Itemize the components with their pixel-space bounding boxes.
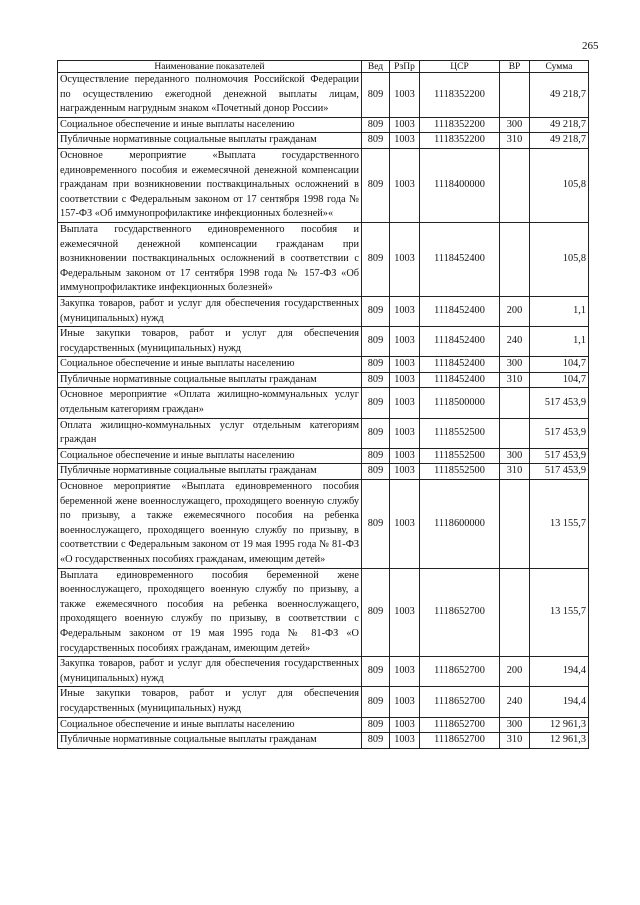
cell-sum: 13 155,7 xyxy=(530,480,589,569)
cell-csr: 1118552500 xyxy=(420,464,500,480)
table-row xyxy=(58,687,589,717)
table-row xyxy=(58,372,589,388)
cell-ved: 809 xyxy=(362,73,390,118)
cell-name: Публичные нормативные социальные выплаты гражданам xyxy=(58,133,362,149)
cell-name: Выплата единовременного пособия беременной жене военнослужащего, проходящего военную службу по призыву, а также ежемесячного пособия на ребенка военнослужащего, проходящего военную службу по призыву, в соответствии с Федеральным законом от 19 мая 1995 года № 81-ФЗ «О государственных пособиях гражданам, имеющим детей» xyxy=(58,568,362,657)
cell-csr: 1118452400 xyxy=(420,327,500,357)
cell-ved: 809 xyxy=(362,717,390,733)
cell-vr: 300 xyxy=(500,117,530,133)
header-ved: Вед xyxy=(362,61,390,73)
cell-rzpr: 1003 xyxy=(390,657,420,687)
cell-ved: 809 xyxy=(362,733,390,749)
cell-csr: 1118352200 xyxy=(420,117,500,133)
table-row xyxy=(58,480,589,569)
cell-vr xyxy=(500,388,530,418)
cell-ved: 809 xyxy=(362,448,390,464)
cell-rzpr: 1003 xyxy=(390,448,420,464)
cell-ved: 809 xyxy=(362,372,390,388)
header-rzpr: РзПр xyxy=(390,61,420,73)
cell-vr: 200 xyxy=(500,296,530,326)
cell-sum: 104,7 xyxy=(530,357,589,373)
header-csr: ЦСР xyxy=(420,61,500,73)
cell-csr: 1118500000 xyxy=(420,388,500,418)
cell-sum: 13 155,7 xyxy=(530,568,589,657)
table-row xyxy=(58,296,589,326)
cell-name: Закупка товаров, работ и услуг для обеспечения государственных (муниципальных) нужд xyxy=(58,657,362,687)
cell-name: Основное мероприятие «Выплата государственного единовременного пособия и ежемесячной денежной компенсации гражданам при возникновении поствакцинальных осложнений в соответствии с Федеральным законом от 17 сентября 1998 года № 157-ФЗ «Об иммунопрофилактике инфекционных болезней»« xyxy=(58,148,362,222)
cell-vr: 240 xyxy=(500,327,530,357)
cell-csr: 1118400000 xyxy=(420,148,500,222)
cell-ved: 809 xyxy=(362,327,390,357)
cell-ved: 809 xyxy=(362,148,390,222)
table-row xyxy=(58,733,589,749)
cell-rzpr: 1003 xyxy=(390,687,420,717)
cell-rzpr: 1003 xyxy=(390,73,420,118)
cell-sum: 517 453,9 xyxy=(530,464,589,480)
header-sum: Сумма xyxy=(530,61,589,73)
cell-vr: 310 xyxy=(500,372,530,388)
table-row xyxy=(58,388,589,418)
cell-sum: 49 218,7 xyxy=(530,133,589,149)
cell-vr xyxy=(500,222,530,296)
cell-name: Осуществление переданного полномочия Российской Федерации по осуществлению ежегодной денежной выплаты лицам, награжденным нагрудным знаком «Почетный донор России» xyxy=(58,73,362,118)
cell-csr: 1118352200 xyxy=(420,73,500,118)
cell-sum: 104,7 xyxy=(530,372,589,388)
cell-rzpr: 1003 xyxy=(390,418,420,448)
cell-sum: 49 218,7 xyxy=(530,73,589,118)
cell-name: Социальное обеспечение и иные выплаты населению xyxy=(58,357,362,373)
cell-ved: 809 xyxy=(362,117,390,133)
cell-name: Закупка товаров, работ и услуг для обеспечения государственных (муниципальных) нужд xyxy=(58,296,362,326)
cell-vr xyxy=(500,418,530,448)
cell-name: Иные закупки товаров, работ и услуг для обеспечения государственных (муниципальных) нужд xyxy=(58,687,362,717)
cell-vr xyxy=(500,568,530,657)
cell-csr: 1118652700 xyxy=(420,687,500,717)
table-row xyxy=(58,657,589,687)
table-row xyxy=(58,418,589,448)
table-row xyxy=(58,717,589,733)
header-vr: ВР xyxy=(500,61,530,73)
cell-csr: 1118552500 xyxy=(420,418,500,448)
cell-name: Публичные нормативные социальные выплаты гражданам xyxy=(58,464,362,480)
cell-rzpr: 1003 xyxy=(390,296,420,326)
cell-ved: 809 xyxy=(362,418,390,448)
cell-rzpr: 1003 xyxy=(390,388,420,418)
cell-csr: 1118452400 xyxy=(420,222,500,296)
table-header-row xyxy=(58,61,589,73)
cell-sum: 517 453,9 xyxy=(530,388,589,418)
cell-name: Социальное обеспечение и иные выплаты населению xyxy=(58,117,362,133)
cell-sum: 105,8 xyxy=(530,222,589,296)
table-row xyxy=(58,357,589,373)
cell-ved: 809 xyxy=(362,568,390,657)
cell-rzpr: 1003 xyxy=(390,327,420,357)
table-row xyxy=(58,133,589,149)
cell-vr: 300 xyxy=(500,357,530,373)
cell-csr: 1118600000 xyxy=(420,480,500,569)
table-row xyxy=(58,327,589,357)
cell-vr xyxy=(500,480,530,569)
cell-name: Публичные нормативные социальные выплаты гражданам xyxy=(58,372,362,388)
cell-sum: 1,1 xyxy=(530,327,589,357)
cell-sum: 105,8 xyxy=(530,148,589,222)
cell-vr: 240 xyxy=(500,687,530,717)
table-row xyxy=(58,117,589,133)
cell-vr: 310 xyxy=(500,733,530,749)
cell-rzpr: 1003 xyxy=(390,357,420,373)
cell-sum: 517 453,9 xyxy=(530,448,589,464)
cell-sum: 12 961,3 xyxy=(530,733,589,749)
cell-rzpr: 1003 xyxy=(390,133,420,149)
cell-csr: 1118552500 xyxy=(420,448,500,464)
cell-sum: 517 453,9 xyxy=(530,418,589,448)
cell-vr: 300 xyxy=(500,717,530,733)
table-row xyxy=(58,222,589,296)
table-row xyxy=(58,568,589,657)
header-name: Наименование показателей xyxy=(58,61,362,73)
cell-name: Оплата жилищно-коммунальных услуг отдельным категориям граждан xyxy=(58,418,362,448)
cell-csr: 1118352200 xyxy=(420,133,500,149)
cell-rzpr: 1003 xyxy=(390,117,420,133)
cell-name: Публичные нормативные социальные выплаты гражданам xyxy=(58,733,362,749)
cell-ved: 809 xyxy=(362,296,390,326)
cell-vr xyxy=(500,148,530,222)
cell-rzpr: 1003 xyxy=(390,148,420,222)
cell-rzpr: 1003 xyxy=(390,717,420,733)
table-row xyxy=(58,448,589,464)
cell-csr: 1118452400 xyxy=(420,372,500,388)
cell-rzpr: 1003 xyxy=(390,222,420,296)
page-number: 265 xyxy=(582,40,599,52)
cell-sum: 49 218,7 xyxy=(530,117,589,133)
cell-rzpr: 1003 xyxy=(390,568,420,657)
cell-ved: 809 xyxy=(362,357,390,373)
cell-name: Основное мероприятие «Выплата единовременного пособия беременной жене военнослужащего, проходящего военную службу по призыву, а также ежемесячного пособия на ребенка военнослужащего, проходящего военную службу по призыву, в соответствии с Федеральным законом от 19 мая 1995 года № 81-ФЗ «О государственных пособиях гражданам, имеющим детей» xyxy=(58,480,362,569)
cell-ved: 809 xyxy=(362,480,390,569)
cell-vr: 300 xyxy=(500,448,530,464)
cell-name: Социальное обеспечение и иные выплаты населению xyxy=(58,448,362,464)
cell-csr: 1118452400 xyxy=(420,296,500,326)
cell-sum: 194,4 xyxy=(530,687,589,717)
cell-sum: 1,1 xyxy=(530,296,589,326)
cell-ved: 809 xyxy=(362,133,390,149)
cell-csr: 1118652700 xyxy=(420,733,500,749)
cell-ved: 809 xyxy=(362,222,390,296)
budget-table xyxy=(57,60,589,749)
cell-ved: 809 xyxy=(362,657,390,687)
cell-name: Выплата государственного единовременного пособия и ежемесячной денежной компенсации гражданам при возникновении поствакцинальных осложнений в соответствии с Федеральным законом от 17 сентября 1998 года № 157-ФЗ «Об иммунопрофилактике инфекционных болезней» xyxy=(58,222,362,296)
cell-ved: 809 xyxy=(362,388,390,418)
table-row xyxy=(58,73,589,118)
cell-sum: 194,4 xyxy=(530,657,589,687)
cell-vr: 310 xyxy=(500,464,530,480)
cell-rzpr: 1003 xyxy=(390,480,420,569)
cell-csr: 1118452400 xyxy=(420,357,500,373)
table-row xyxy=(58,464,589,480)
cell-ved: 809 xyxy=(362,687,390,717)
cell-csr: 1118652700 xyxy=(420,717,500,733)
cell-vr xyxy=(500,73,530,118)
cell-rzpr: 1003 xyxy=(390,372,420,388)
cell-ved: 809 xyxy=(362,464,390,480)
cell-rzpr: 1003 xyxy=(390,464,420,480)
cell-name: Основное мероприятие «Оплата жилищно-коммунальных услуг отдельным категориям граждан» xyxy=(58,388,362,418)
cell-vr: 310 xyxy=(500,133,530,149)
cell-csr: 1118652700 xyxy=(420,657,500,687)
cell-name: Социальное обеспечение и иные выплаты населению xyxy=(58,717,362,733)
cell-sum: 12 961,3 xyxy=(530,717,589,733)
cell-rzpr: 1003 xyxy=(390,733,420,749)
cell-name: Иные закупки товаров, работ и услуг для обеспечения государственных (муниципальных) нужд xyxy=(58,327,362,357)
table-row xyxy=(58,148,589,222)
cell-vr: 200 xyxy=(500,657,530,687)
cell-csr: 1118652700 xyxy=(420,568,500,657)
